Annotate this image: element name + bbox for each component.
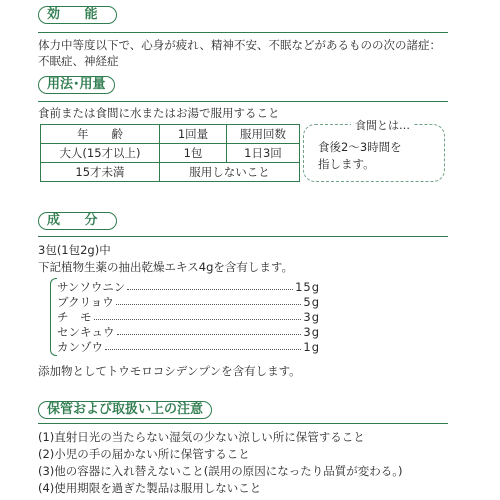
leader-dots <box>105 340 301 350</box>
ingredients-heading: 成 分 <box>38 212 117 230</box>
ingredient-row <box>57 310 320 324</box>
meal-interval-note-line2: 指します。 <box>318 157 375 171</box>
ingredient-name: ブクリョウ <box>57 295 114 309</box>
efficacy-divider <box>38 32 448 33</box>
dosage-table-row <box>41 163 300 182</box>
ingredient-name: カンゾウ <box>57 340 103 354</box>
ingredients-serving: 3包(1包2g)中 <box>38 243 111 257</box>
leader-dots <box>116 295 302 305</box>
leader-dots <box>127 280 293 290</box>
dosage-cell-times: 1日3回 <box>227 144 300 163</box>
ingredient-amount: 15g <box>295 280 320 294</box>
ingredient-amount: 3g <box>303 310 320 324</box>
dosage-intro: 食前または食間に水またはお湯で服用すること <box>38 106 280 120</box>
precaution-item: (1)直射日光の当たらない湿気の少ない涼しい所に保管すること <box>38 430 365 444</box>
dosage-heading: 用法･用量 <box>38 76 115 94</box>
dosage-table <box>40 124 300 182</box>
ingredient-row <box>57 280 320 294</box>
ingredients-bracket <box>50 278 57 356</box>
efficacy-heading: 効 能 <box>38 6 117 24</box>
dosage-cell-amount: 1包 <box>160 144 227 163</box>
ingredients-divider <box>38 236 448 237</box>
ingredient-name: サンソウニン <box>57 280 126 294</box>
meal-interval-note-title: 食間とは… <box>351 117 414 133</box>
ingredient-amount: 3g <box>303 325 320 339</box>
dosage-divider <box>38 101 448 102</box>
leader-dots <box>117 325 302 335</box>
leader-dots <box>94 310 302 320</box>
ingredient-row <box>57 325 320 339</box>
dosage-table-row <box>41 144 300 163</box>
dosage-header-times: 服用回数 <box>227 125 300 144</box>
ingredients-intro: 下記植物生薬の抽出乾燥エキス4gを含有します。 <box>38 260 293 274</box>
precaution-item: (2)小児の手の届かない所に保管すること <box>38 447 250 461</box>
ingredients-additive: 添加物としてトウモロコシデンプンを含有します。 <box>38 364 301 378</box>
dosage-cell-merged: 服用しないこと <box>160 163 300 182</box>
ingredient-row <box>57 340 320 354</box>
ingredient-name: チ モ <box>57 310 92 324</box>
dosage-header-age: 年 齢 <box>41 125 160 144</box>
ingredient-amount: 1g <box>303 340 320 354</box>
efficacy-text-line1: 体力中等度以下で、心身が疲れ、精神不安、不眠などがあるものの次の諸症： <box>38 38 441 52</box>
efficacy-text-line2: 不眠症、神経症 <box>38 54 119 68</box>
meal-interval-note-line1: 食後2〜3時間を <box>318 140 402 154</box>
ingredient-row <box>57 295 320 309</box>
ingredient-amount: 5g <box>303 295 320 309</box>
meal-interval-note-body <box>318 139 402 173</box>
precautions-heading: 保管および取扱い上の注意 <box>38 401 212 419</box>
precaution-item: (3)他の容器に入れ替えないこと(誤用の原因になったり品質が変わる。) <box>38 464 403 478</box>
dosage-cell-age: 大人(15才以上) <box>41 144 160 163</box>
ingredient-name: センキュウ <box>57 325 115 339</box>
precaution-item: (4)使用期限を過ぎた製品は服用しないこと <box>38 481 262 495</box>
dosage-header-amount: 1回量 <box>160 125 227 144</box>
dosage-cell-age: 15才未満 <box>41 163 160 182</box>
precautions-divider <box>38 423 448 424</box>
dosage-table-header-row <box>41 125 300 144</box>
